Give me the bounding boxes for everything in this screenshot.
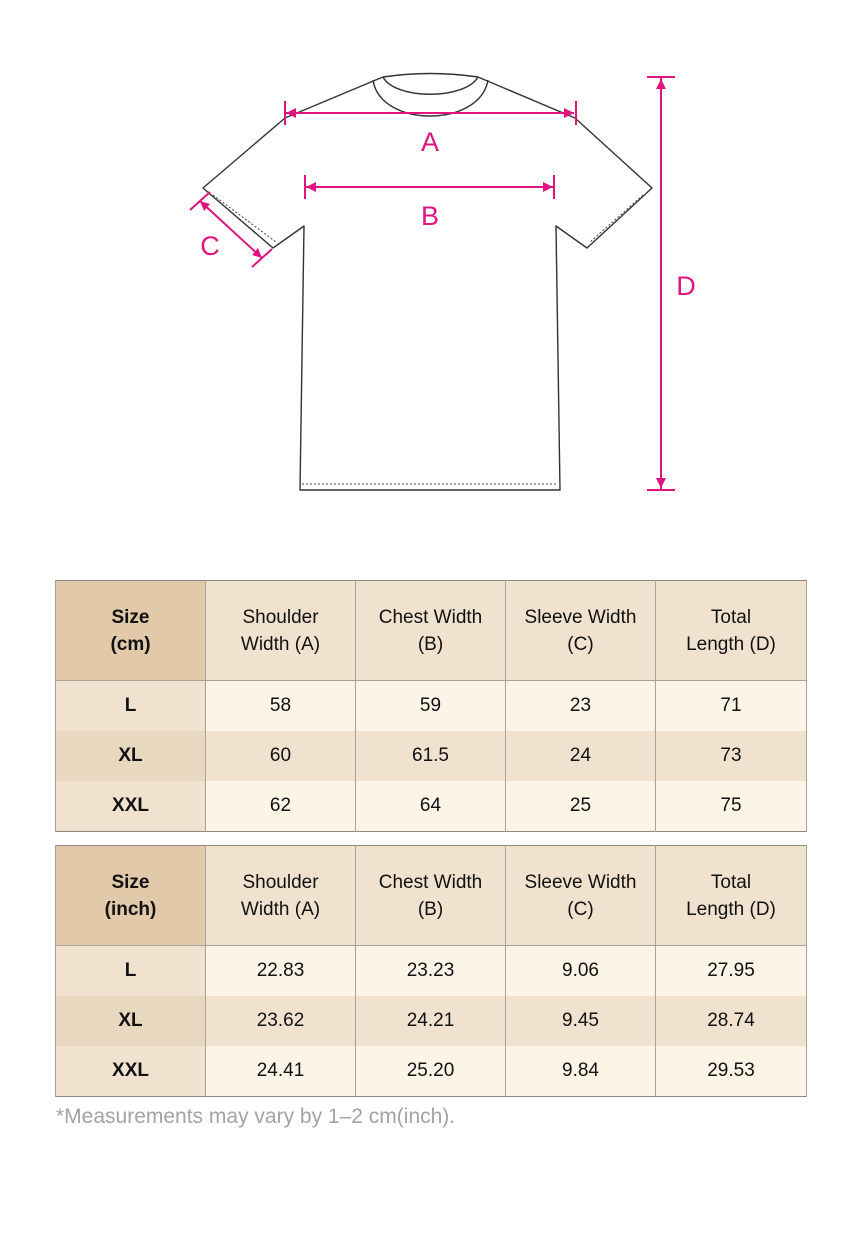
table-row: [56, 996, 807, 1046]
table-cell: 22.83: [206, 946, 356, 997]
table-cell: 9.84: [506, 1046, 656, 1097]
label-c: C: [200, 231, 220, 261]
table-cell: 64: [356, 781, 506, 832]
size-cell: XXL: [56, 781, 206, 832]
table-cell: 25.20: [356, 1046, 506, 1097]
size-table-cm: [55, 580, 807, 832]
table-cell: 23.23: [356, 946, 506, 997]
header-total-length: Total Length (D): [656, 846, 807, 946]
table-cell: 29.53: [656, 1046, 807, 1097]
table-cell: 9.45: [506, 996, 656, 1046]
size-cell: XXL: [56, 1046, 206, 1097]
table-row: [56, 781, 807, 832]
table-row: [56, 1046, 807, 1097]
table-cell: 62: [206, 781, 356, 832]
table-cell: 58: [206, 681, 356, 732]
header-chest-width: Chest Width (B): [356, 846, 506, 946]
table-header-row: [56, 581, 807, 681]
table-cell: 61.5: [356, 731, 506, 781]
table-cell: 9.06: [506, 946, 656, 997]
table-header-row: [56, 846, 807, 946]
measure-d-line: [647, 77, 675, 490]
header-total-length: Total Length (D): [656, 581, 807, 681]
size-table-inch: [55, 845, 807, 1097]
tshirt-measurement-diagram: [0, 0, 860, 520]
header-shoulder-width: Shoulder Width (A): [206, 846, 356, 946]
label-d: D: [676, 271, 696, 301]
measure-a-line: [285, 101, 576, 125]
table-cell: 24: [506, 731, 656, 781]
table-cell: 59: [356, 681, 506, 732]
header-shoulder-width: Shoulder Width (A): [206, 581, 356, 681]
table-cell: 24.41: [206, 1046, 356, 1097]
size-cell: L: [56, 681, 206, 732]
size-cell: L: [56, 946, 206, 997]
table-row: [56, 681, 807, 732]
table-cell: 71: [656, 681, 807, 732]
header-sleeve-width: Sleeve Width (C): [506, 581, 656, 681]
table-cell: 25: [506, 781, 656, 832]
header-size: Size (inch): [56, 846, 206, 946]
stitch-lines: [213, 195, 643, 484]
table-cell: 27.95: [656, 946, 807, 997]
table-cell: 73: [656, 731, 807, 781]
label-a: A: [420, 127, 440, 157]
label-b: B: [420, 201, 440, 231]
table-cell: 60: [206, 731, 356, 781]
table-cell: 28.74: [656, 996, 807, 1046]
measure-b-line: [305, 175, 554, 199]
table-cell: 75: [656, 781, 807, 832]
table-cell: 23.62: [206, 996, 356, 1046]
size-cell: XL: [56, 731, 206, 781]
header-chest-width: Chest Width (B): [356, 581, 506, 681]
table-row: [56, 731, 807, 781]
size-cell: XL: [56, 996, 206, 1046]
table-row: [56, 946, 807, 997]
header-size: Size (cm): [56, 581, 206, 681]
header-sleeve-width: Sleeve Width (C): [506, 846, 656, 946]
table-cell: 23: [506, 681, 656, 732]
measurement-footnote: *Measurements may vary by 1–2 cm(inch).: [56, 1105, 456, 1128]
table-cell: 24.21: [356, 996, 506, 1046]
